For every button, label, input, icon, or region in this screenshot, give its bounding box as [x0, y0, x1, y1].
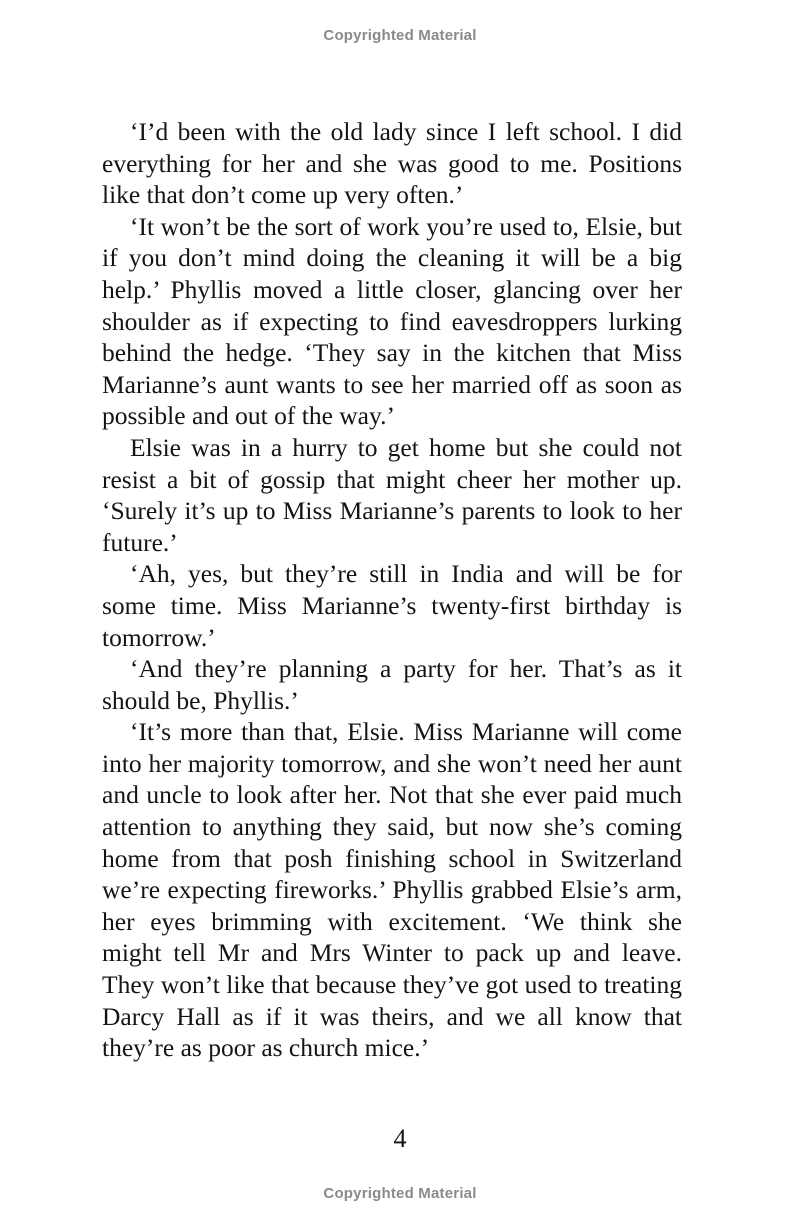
copyright-watermark-bottom: Copyrighted Material [323, 1185, 477, 1202]
page-number: 4 [393, 1124, 407, 1153]
paragraph: ‘Ah, yes, but they’re still in India and will be for some time. Miss Marianne’s twenty-first birthday is tomorrow.’ [102, 559, 682, 652]
copyright-watermark-top: Copyrighted Material [323, 27, 477, 44]
body-text [102, 116, 682, 1064]
paragraph: ‘It won’t be the sort of work you’re used to, Elsie, but if you don’t mind doing the cleaning it will be a big help.’ Phyllis moved a little closer, glancing over her shoulder as if expecting to find eavesdroppers lurking behind the hedge. ‘They say in the kitchen that Miss Marianne’s aunt wants to see her married off as soon as possible and out of the way.’ [102, 211, 682, 431]
paragraph: ‘I’d been with the old lady since I left school. I did everything for her and she was good to me. Positions like that don’t come up very often.’ [102, 117, 682, 210]
paragraph: Elsie was in a hurry to get home but she could not resist a bit of gossip that might cheer her mother up. ‘Surely it’s up to Miss Marianne’s parents to look to her future.’ [102, 432, 682, 557]
paragraph: ‘It’s more than that, Elsie. Miss Marianne will come into her majority tomorrow, and she won’t need her aunt and uncle to look after her. Not that she ever paid much attention to anything they said, but now she’s coming home from that posh finishing school in Switzerland we’re expecting fireworks.’ Phyllis grabbed Elsie’s arm, her eyes brimming with excitement. ‘We think she might tell Mr and Mrs Winter to pack up and leave. They won’t like that because they’ve got used to treating Darcy Hall as if it was theirs, and we all know that they’re as poor as church mice.’ [102, 717, 682, 1063]
paragraph: ‘And they’re planning a party for her. That’s as it should be, Phyllis.’ [102, 654, 682, 715]
